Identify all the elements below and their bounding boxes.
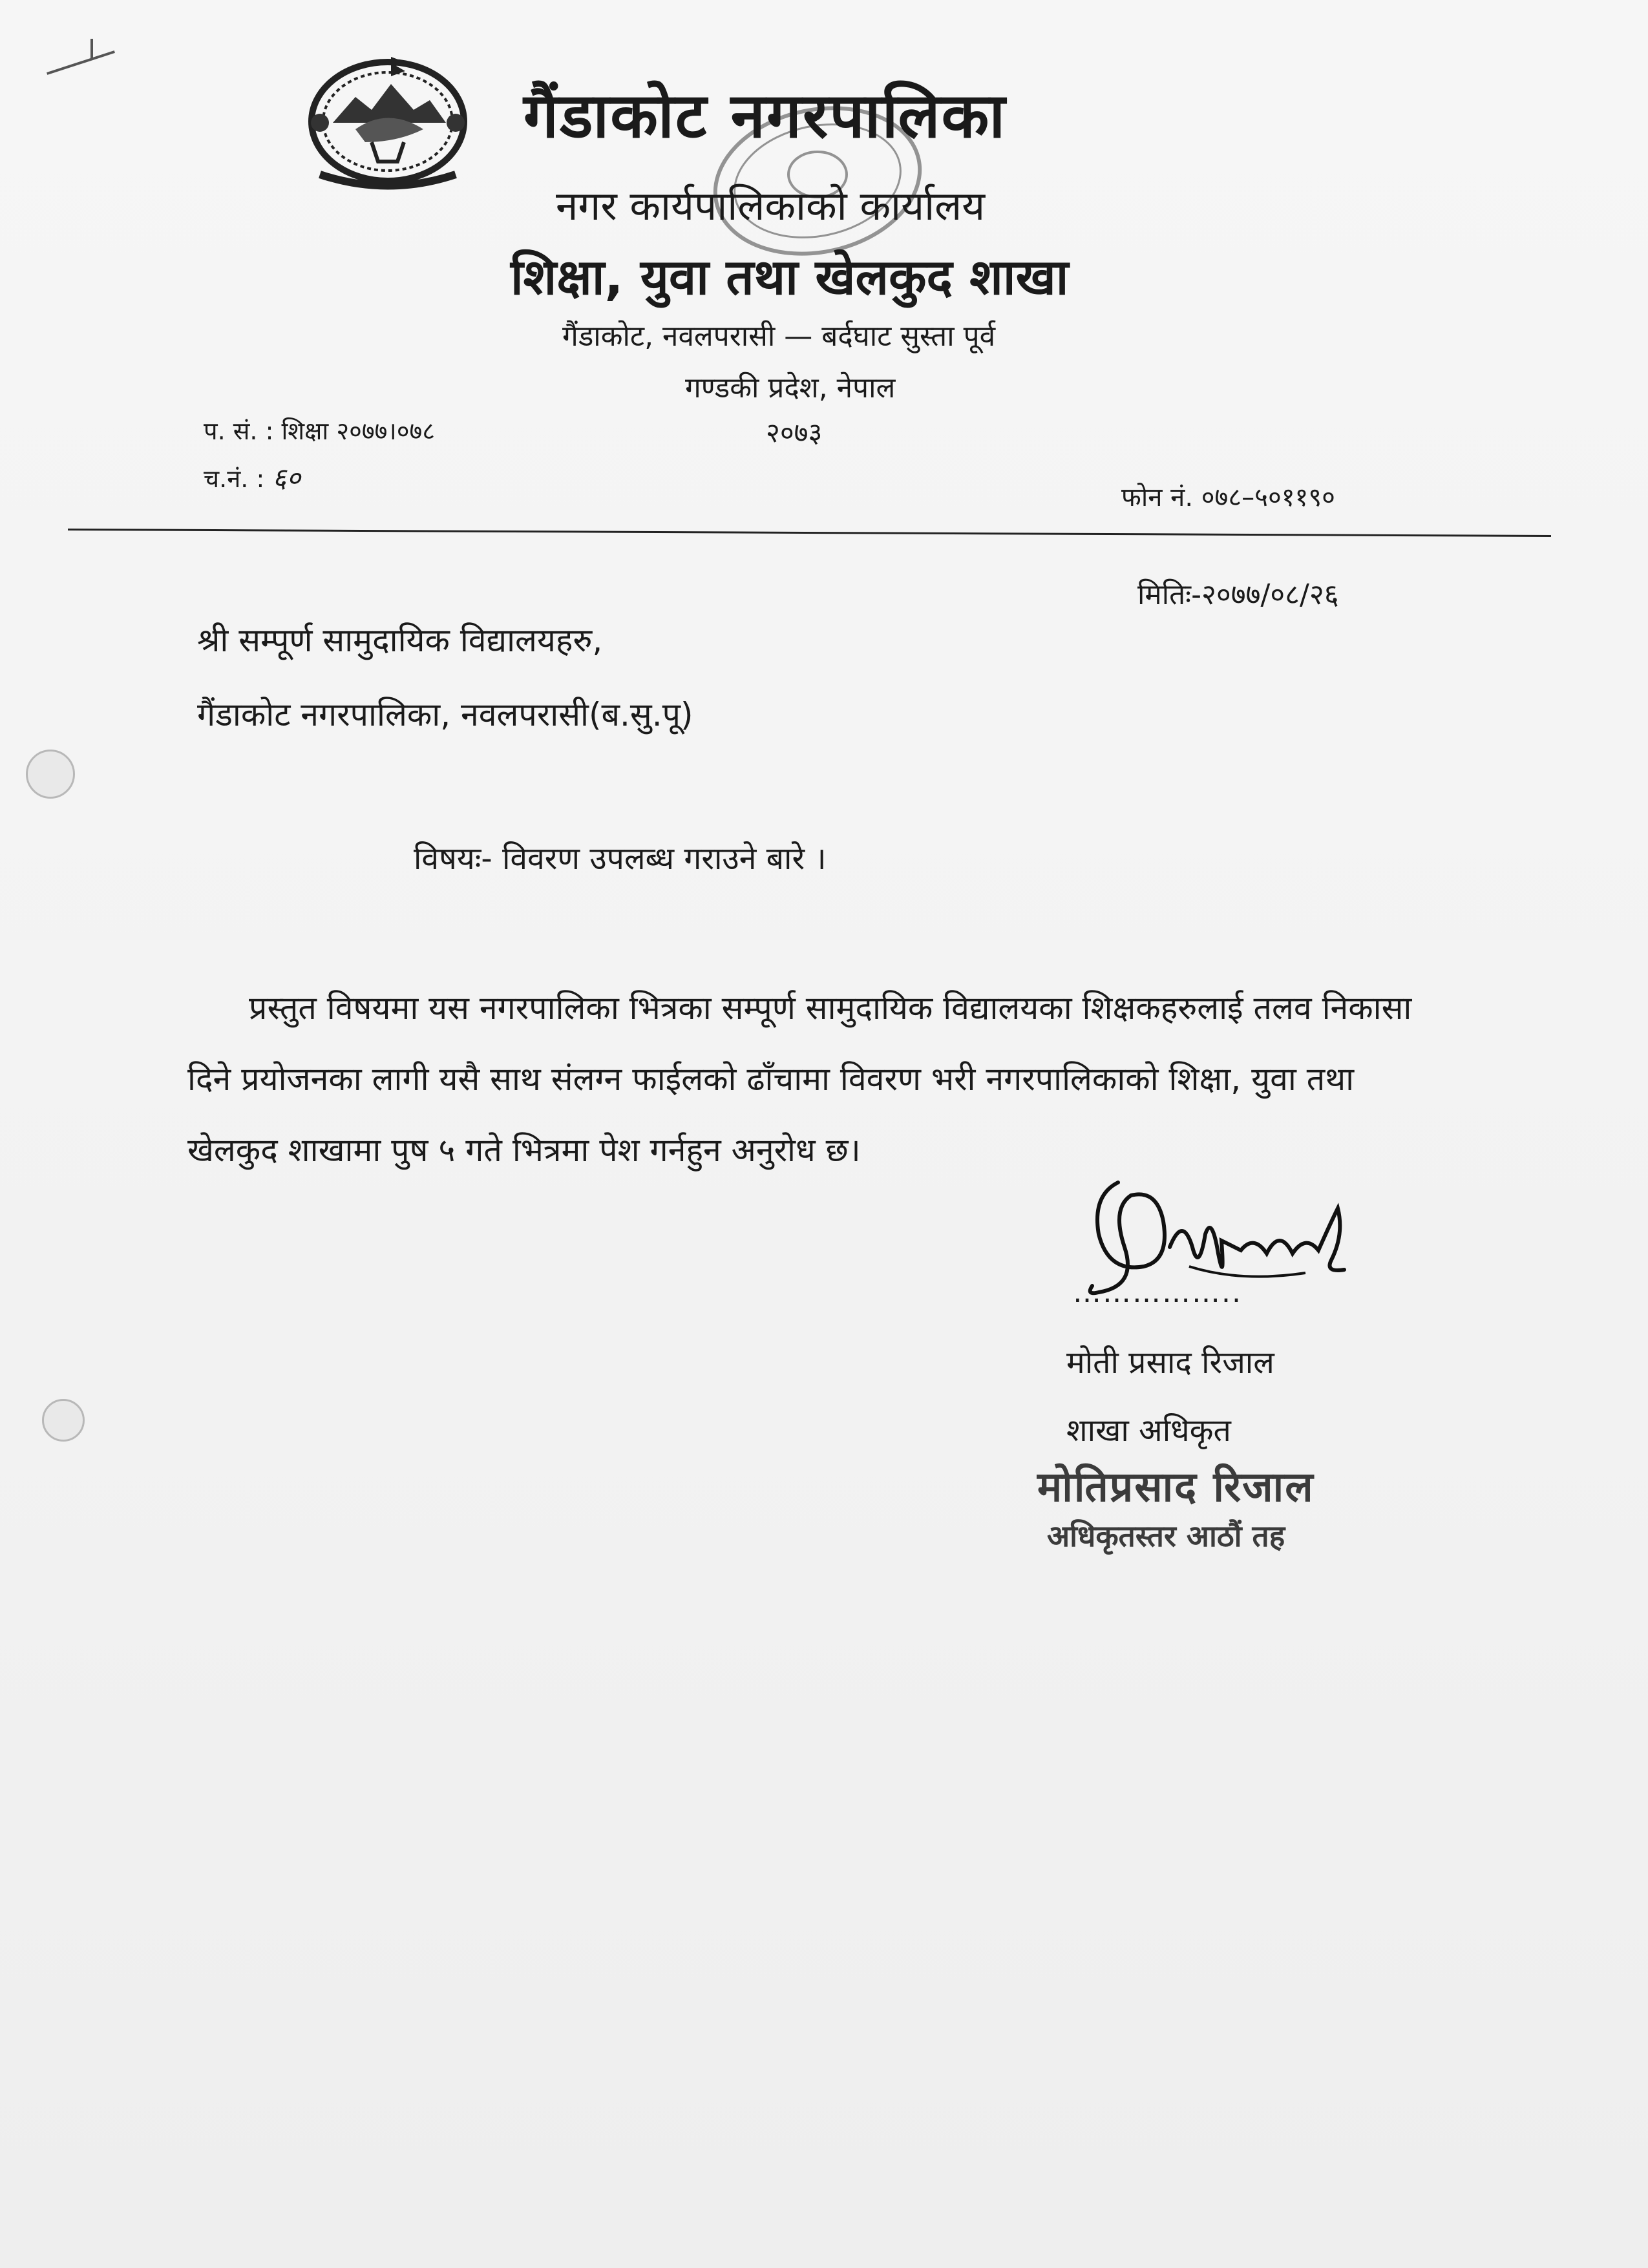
nepal-emblem-icon [294, 45, 481, 191]
phone-number: फोन नं. ०७८–५०११९० [1121, 483, 1335, 512]
letter-date: मितिः-२०७७/०८/२६ [1137, 578, 1339, 611]
signature-line: …………….. [1073, 1276, 1242, 1309]
letter-body-text: प्रस्तुत विषयमा यस नगरपालिका भित्रका सम्पूर्ण सामुदायिक विद्यालयका शिक्षकहरुलाई तलव निकासा दिने प्रयोजनका लागी यसै साथ संलग्न फाईलको ढाँचामा विवरण भरी नगरपालिकाको शिक्षा, युवा तथा खेलकुद शाखामा पुष ५ गते भित्रमा पेश गर्नहुन अनुरोध छ। [187, 989, 1412, 1169]
header-divider [68, 529, 1551, 537]
recipient-line-1: श्री सम्पूर्ण सामुदायिक विद्यालयहरु, [197, 622, 603, 659]
rank-stamp: अधिकृतस्तर आठौं तह [1047, 1518, 1285, 1553]
dispatch-label: च.नं. : [204, 465, 265, 493]
recipient-line-2: गैंडाकोट नगरपालिका, नवलपरासी(ब.सु.पू) [197, 696, 693, 733]
dispatch-value: ६० [272, 462, 301, 494]
scan-mark [90, 39, 93, 58]
established-year: २०७३ [766, 417, 823, 448]
reference-number: प. सं. : शिक्षा २०७७।०७८ [204, 417, 436, 445]
signatory-title: शाखा अधिकृत [1066, 1412, 1231, 1449]
scan-mark [47, 50, 115, 75]
punch-hole [26, 750, 75, 799]
name-stamp: मोतिप्रसाद रिजाल [1037, 1464, 1315, 1511]
office-address: गैंडाकोट, नवलपरासी — बर्दघाट सुस्ता पूर्व [562, 320, 996, 353]
branch-name: शिक्षा, युवा तथा खेलकुद शाखा [511, 248, 1069, 306]
letter-subject: विषयः- विवरण उपलब्ध गराउने बारे । [414, 841, 827, 877]
letter-body [187, 972, 1415, 1186]
municipality-name: गैंडाकोट नगरपालिका [523, 79, 1007, 152]
province: गण्डकी प्रदेश, नेपाल [685, 372, 896, 404]
punch-hole [42, 1399, 85, 1442]
dispatch-number [204, 459, 301, 496]
office-name: नगर कार्यपालिकाको कार्यालय [556, 182, 986, 229]
signatory-name: मोती प्रसाद रिजाल [1066, 1345, 1274, 1381]
